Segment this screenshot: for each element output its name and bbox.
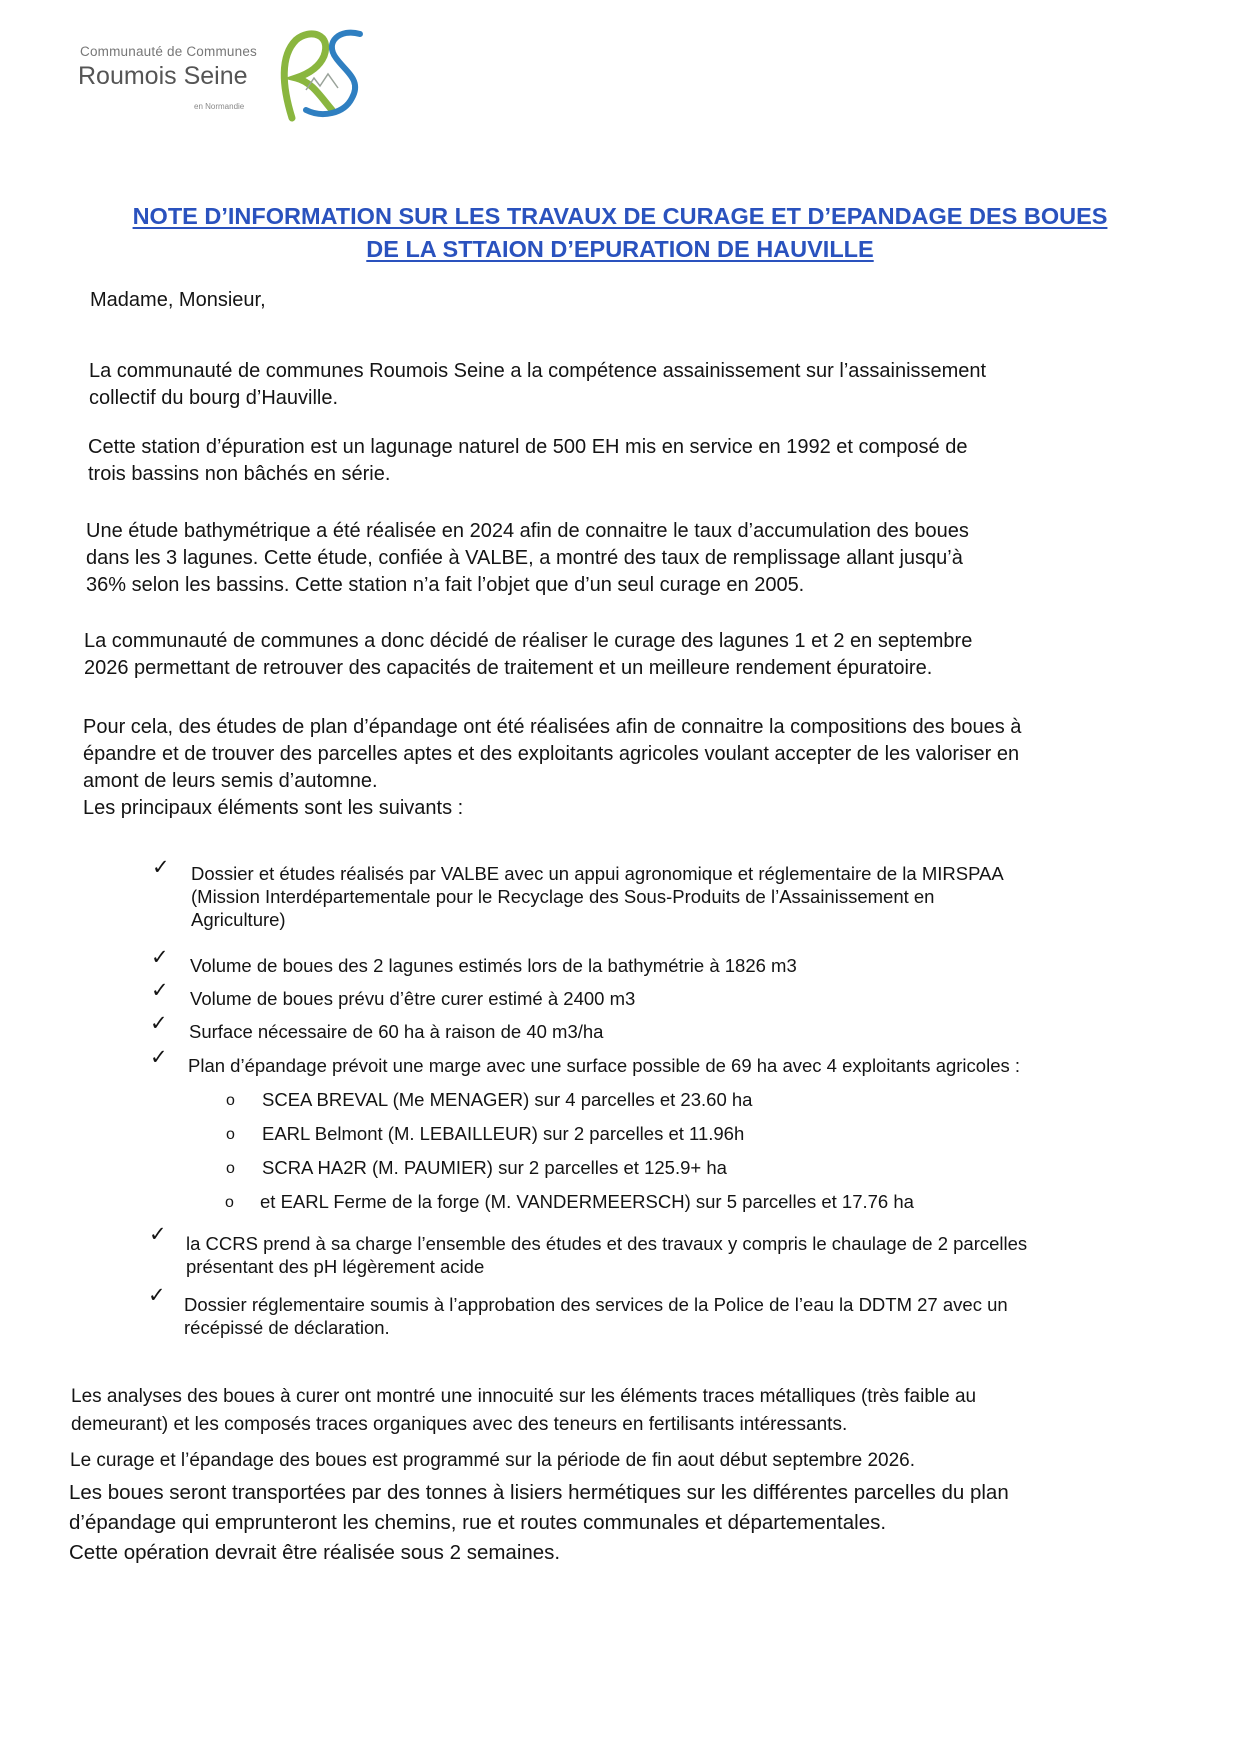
text-line: (Mission Interdépartementale pour le Recyclage des Sous-Produits de l’Assainissement en xyxy=(191,886,935,907)
text-line: Cette opération devrait être réalisée sous 2 semaines. xyxy=(69,1541,561,1564)
logo-rs-mark-icon xyxy=(262,26,372,126)
paragraph-etude xyxy=(86,518,969,599)
text-line: Une étude bathymétrique a été réalisée en 2024 afin de connaitre le taux d’accumulation des boues xyxy=(86,520,969,542)
text-line: trois bassins non bâchés en série. xyxy=(88,463,391,485)
logo xyxy=(72,26,372,126)
text-line: Pour cela, des études de plan d’épandage ont été réalisées afin de connaitre la compositions des boues à xyxy=(83,716,1022,738)
check-icon: ✓ xyxy=(149,1223,167,1246)
text-line: Les boues seront transportées par des tonnes à lisiers hermétiques sur les différentes parcelles du plan xyxy=(69,1481,1009,1504)
list-item: Plan d’épandage prévoit une marge avec une surface possible de 69 ha avec 4 exploitants agricoles : xyxy=(188,1055,1021,1076)
text-line: Dossier réglementaire soumis à l’approbation des services de la Police de l’eau la DDTM 27 avec un xyxy=(184,1294,1008,1315)
check-icon: ✓ xyxy=(148,1284,166,1307)
text-line: 2026 permettant de retrouver des capacités de traitement et un meilleure rendement épuratoire. xyxy=(84,657,933,679)
check-icon: ✓ xyxy=(151,946,169,969)
sub-bullet-icon: o xyxy=(226,1126,235,1143)
paragraph-programmation: Le curage et l’épandage des boues est programmé sur la période de fin aout début septembre 2026. xyxy=(70,1450,916,1471)
text-line: amont de leurs semis d’automne. xyxy=(83,770,378,792)
paragraph-decision xyxy=(84,628,972,682)
check-icon: ✓ xyxy=(150,1012,168,1035)
logo-line-3: en Normandie xyxy=(194,102,245,111)
logo-line-1: Communauté de Communes xyxy=(80,44,257,59)
check-icon: ✓ xyxy=(150,1046,168,1069)
text-line: La communauté de communes Roumois Seine a la compétence assainissement sur l’assainissement xyxy=(89,360,987,382)
paragraph-plan-epandage xyxy=(83,714,1021,822)
text-line: récépissé de déclaration. xyxy=(184,1317,390,1338)
text-line: demeurant) et les composés traces organiques avec des teneurs en fertilisants intéressants. xyxy=(71,1414,848,1435)
list-item: et EARL Ferme de la forge (M. VANDERMEERSCH) sur 5 parcelles et 17.76 ha xyxy=(260,1191,914,1212)
paragraph-transport xyxy=(69,1478,1009,1568)
text-line: Les analyses des boues à curer ont montré une innocuité sur les éléments traces métalliques (très faible au xyxy=(71,1386,977,1407)
title-line-2: DE LA STTAION D’EPURATION DE HAUVILLE xyxy=(366,236,874,262)
text-line: Agriculture) xyxy=(191,909,286,930)
text-line: Dossier et études réalisés par VALBE avec un appui agronomique et réglementaire de la MIRSPAA xyxy=(191,863,1004,884)
text-line: présentant des pH légèrement acide xyxy=(186,1256,485,1277)
greeting: Madame, Monsieur, xyxy=(90,289,266,311)
list-item xyxy=(184,1293,1008,1339)
title-line-1: NOTE D’INFORMATION SUR LES TRAVAUX DE CURAGE ET D’EPANDAGE DES BOUES xyxy=(132,203,1108,229)
text-line: Cette station d’épuration est un lagunage naturel de 500 EH mis en service en 1992 et composé de xyxy=(88,436,968,458)
list-item: Volume de boues prévu d’être curer estimé à 2400 m3 xyxy=(190,988,636,1009)
text-line: épandre et de trouver des parcelles aptes et des exploitants agricoles voulant accepter de les valoriser en xyxy=(83,743,1020,765)
list-item: Surface nécessaire de 60 ha à raison de 40 m3/ha xyxy=(189,1021,604,1042)
paragraph-competence xyxy=(89,358,986,412)
text-line: collectif du bourg d’Hauville. xyxy=(89,387,339,409)
list-item xyxy=(191,862,1004,931)
sub-bullet-icon: o xyxy=(226,1160,235,1177)
check-icon: ✓ xyxy=(151,979,169,1002)
text-line: 36% selon les bassins. Cette station n’a fait l’objet que d’un seul curage en 2005. xyxy=(86,574,805,596)
document-title xyxy=(60,200,1180,266)
list-item: SCRA HA2R (M. PAUMIER) sur 2 parcelles et 125.9+ ha xyxy=(262,1157,727,1178)
list-item: EARL Belmont (M. LEBAILLEUR) sur 2 parcelles et 11.96h xyxy=(262,1123,745,1144)
text-line: dans les 3 lagunes. Cette étude, confiée à VALBE, a montré des taux de remplissage allant jusqu’à xyxy=(86,547,963,569)
sub-bullet-icon: o xyxy=(226,1092,235,1109)
logo-line-2: Roumois Seine xyxy=(78,62,248,90)
text-line: d’épandage qui emprunteront les chemins, rue et routes communales et départementales. xyxy=(69,1511,887,1534)
text-line: Les principaux éléments sont les suivants : xyxy=(83,797,464,819)
text-line: la CCRS prend à sa charge l’ensemble des études et des travaux y compris le chaulage de 2 parcelles xyxy=(186,1233,1028,1254)
text-line: La communauté de communes a donc décidé de réaliser le curage des lagunes 1 et 2 en septembre xyxy=(84,630,973,652)
check-icon: ✓ xyxy=(152,856,170,879)
list-item: Volume de boues des 2 lagunes estimés lors de la bathymétrie à 1826 m3 xyxy=(190,955,797,976)
paragraph-station xyxy=(88,434,967,488)
list-item xyxy=(186,1232,1027,1278)
paragraph-analyses xyxy=(71,1383,976,1439)
list-item: SCEA BREVAL (Me MENAGER) sur 4 parcelles et 23.60 ha xyxy=(262,1089,753,1110)
sub-bullet-icon: o xyxy=(225,1194,234,1211)
